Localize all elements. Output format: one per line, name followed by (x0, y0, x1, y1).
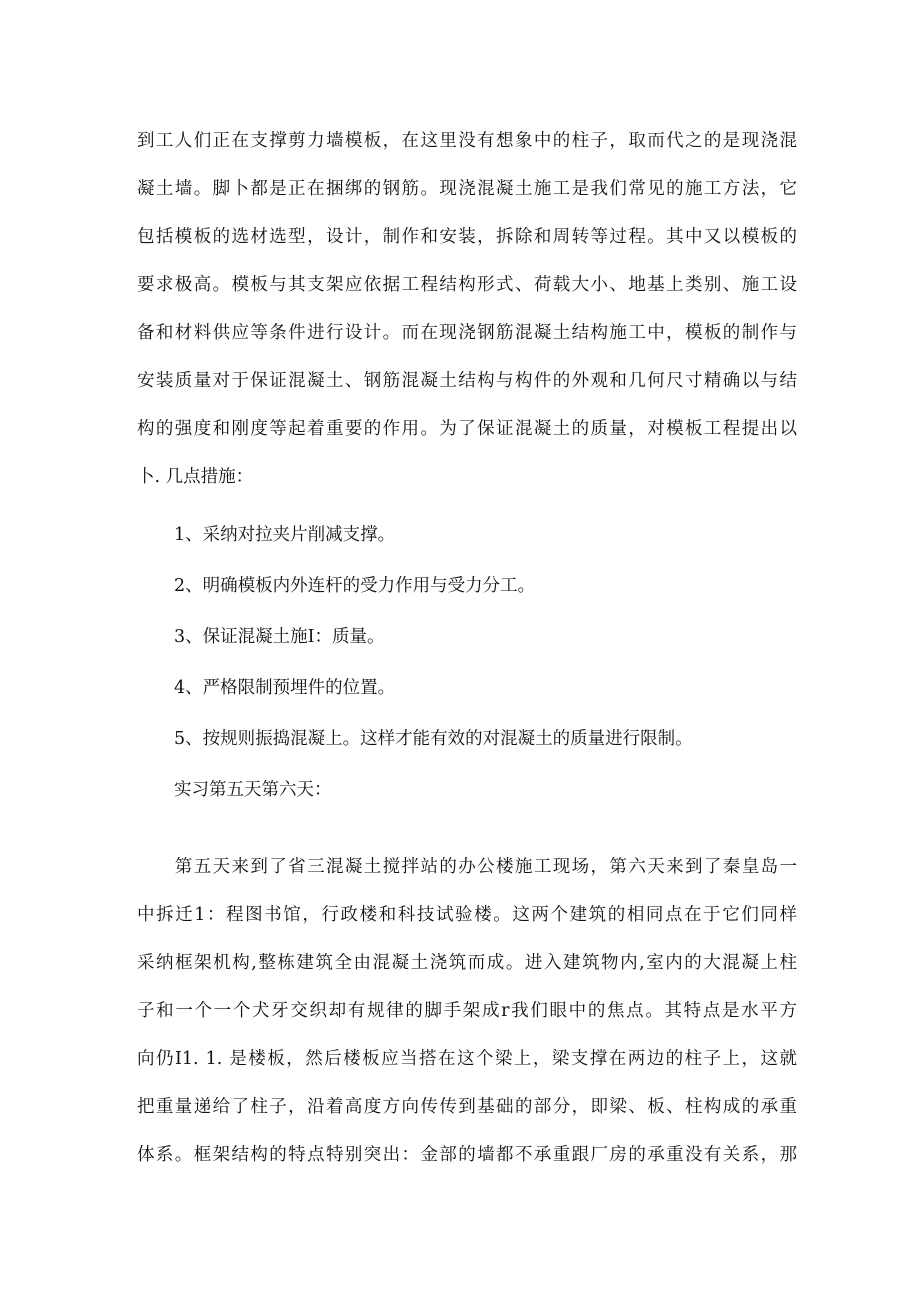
text-line: 到工人们正在支撑剪力墙模板，在这里没有想象中的柱子，取而代之的是现浇混 (137, 131, 797, 151)
measures-list (137, 510, 797, 816)
list-item: 4、严格限制预埋件的位置。 (174, 678, 396, 698)
text-line: 凝土墙。脚卜都是正在捆绑的钢筋。现浇混凝土施工是我们常见的施工方法，它 (137, 179, 797, 199)
text-line: 构的强度和刚度等起着重要的作用。为了保证混凝土的质量，对模板工程提出以 (137, 419, 797, 439)
text-line: 子和一个一个犬牙交织却有规律的脚手架成r我们眼中的焦点。其特点是水平方 (137, 1001, 797, 1021)
text-line: 向仍I1. 1. 是楼板，然后楼板应当搭在这个梁上，梁支撑在两边的柱子上，这就 (137, 1049, 797, 1069)
paragraph-formwork (137, 117, 797, 501)
text-line: 体系。框架结构的特点特别突出：金部的墙都不承重跟厂房的承重没有关系，那 (137, 1145, 797, 1165)
text-line: 第五天来到了省三混凝土搅拌站的办公楼施工现场，第六天来到了秦皇岛一 (137, 857, 797, 877)
section-heading: 实习第五天第六天： (174, 780, 332, 800)
paragraph-day-five-six (137, 843, 797, 1179)
text-line: 把重量递给了柱子，沿着高度方向传传到基础的部分，即梁、板、柱构成的承重 (137, 1097, 797, 1117)
text-line: 安装质量对于保证混凝土、钢筋混凝土结构与构件的外观和几何尺寸精确以与结 (137, 371, 797, 391)
text-line: 采纳框架机构,整栋建筑全由混凝土浇筑而成。进入建筑物内,室内的大混凝上柱 (137, 953, 797, 973)
text-line: 要求极高。模板与其支架应依据工程结构形式、荷载大小、地基上类别、施工设 (137, 275, 797, 295)
list-item: 1、采纳对拉夹片削减支撑。 (174, 525, 396, 545)
list-item: 3、保证混凝土施I：质量。 (174, 627, 385, 647)
text-line: 卜. 几点措施： (137, 467, 254, 487)
text-line: 中拆迁1：程图书馆，行政楼和科技试验楼。这两个建筑的相同点在于它们同样 (137, 905, 797, 925)
list-item: 2、明确模板内外连杆的受力作用与受力分工。 (174, 576, 536, 596)
list-item: 5、按规则振捣混凝上。这样才能有效的对混凝土的质量进行限制。 (174, 729, 693, 749)
text-line: 备和材料供应等条件进行设计。而在现浇钢筋混凝土结构施工中，模板的制作与 (137, 323, 797, 343)
text-line: 包括模板的选材选型，设计，制作和安装，拆除和周转等过程。其中又以模板的 (137, 227, 797, 247)
